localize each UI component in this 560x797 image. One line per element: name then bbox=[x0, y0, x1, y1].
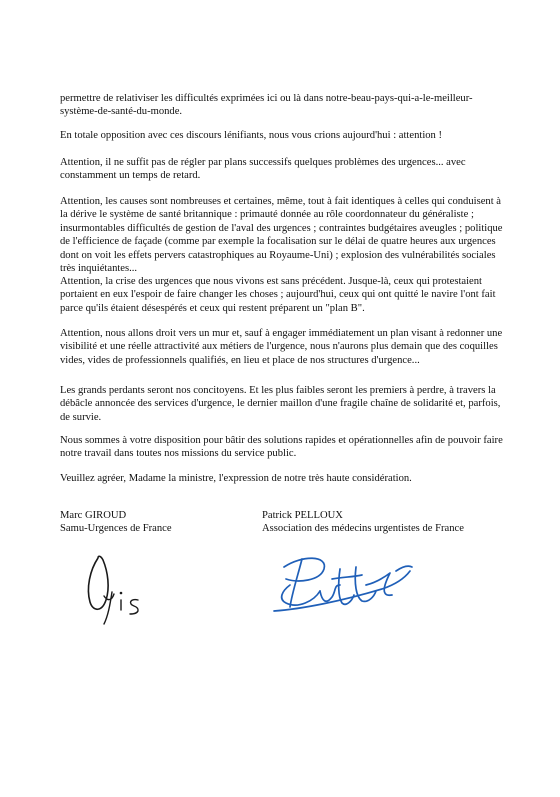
handwritten-signature-left bbox=[68, 550, 158, 630]
handwritten-signature-right bbox=[262, 545, 422, 625]
letter-paragraph: Les grands perdants seront nos concitoyens. Et les plus faibles seront les premiers à perdre, à travers la débâcle annoncée des services d'urgence, le dernier maillon d'une fragile chaîne de solidarité et, parfois, de survie. bbox=[60, 385, 501, 423]
letter-paragraph: Attention, les causes sont nombreuses et certaines, même, tout à fait identiques à celles qui conduisent à la dérive le système de santé britannique : primauté donnée au rôle coordonnateur du généraliste ; insurmontables difficultés de gestion de l'aval des urgences ; contraintes budgétaires aveugles ; politique de l'efficience de façade (comme par exemple la focalisation sur le délai de quatre heures aux urgences dont on voit les effets pervers catastrophiques au Royaume-Uni) ; explosion des vulnérabilités sociales très inquiétantes... bbox=[60, 196, 503, 275]
letter-paragraph: Attention, la crise des urgences que nous vivons est sans précédent. Jusque-là, ceux qui protestaient portaient en eux l'espoir de faire changer les choses ; aujourd'hui, ceux qui ont quitté le navire l'ont fait parce qu'ils étaient désespérés et ceux qui restent préparent un "plan B". bbox=[60, 276, 496, 314]
letter-paragraph: Veuillez agréer, Madame la ministre, l'expression de notre très haute considération. bbox=[60, 473, 412, 484]
signatory-organization: Samu-Urgences de France bbox=[60, 523, 172, 535]
signatory-left bbox=[60, 509, 260, 536]
signatory-name: Patrick PELLOUX bbox=[262, 510, 343, 521]
signatory-name: Marc GIROUD bbox=[60, 510, 127, 521]
letter-paragraph: permettre de relativiser les difficultés exprimées ici ou là dans notre-beau-pays-qui-a-le-meilleur-système-de-santé-du-monde. bbox=[60, 93, 473, 118]
letter-paragraph: En totale opposition avec ces discours lénifiants, nous vous crions aujourd'hui : attention ! bbox=[60, 130, 443, 141]
letter-paragraph: Nous sommes à votre disposition pour bâtir des solutions rapides et opérationnelles afin de pouvoir faire notre travail dans toutes nos missions du service public. bbox=[60, 435, 503, 460]
signatory-right bbox=[262, 509, 522, 536]
letter-paragraph: Attention, il ne suffit pas de régler par plans successifs quelques problèmes des urgences... avec constamment un temps de retard. bbox=[60, 157, 466, 182]
letter-paragraph: Attention, nous allons droit vers un mur et, sauf à engager immédiatement un plan visant à redonner une visibilité et une réelle attractivité aux métiers de l'urgence, nous n'aurons plus demain que des coquilles vides, vides de professionnels qualifiés, en lieu et place de nos structures d'urgence... bbox=[60, 328, 503, 366]
signatory-organization: Association des médecins urgentistes de France bbox=[262, 523, 464, 535]
